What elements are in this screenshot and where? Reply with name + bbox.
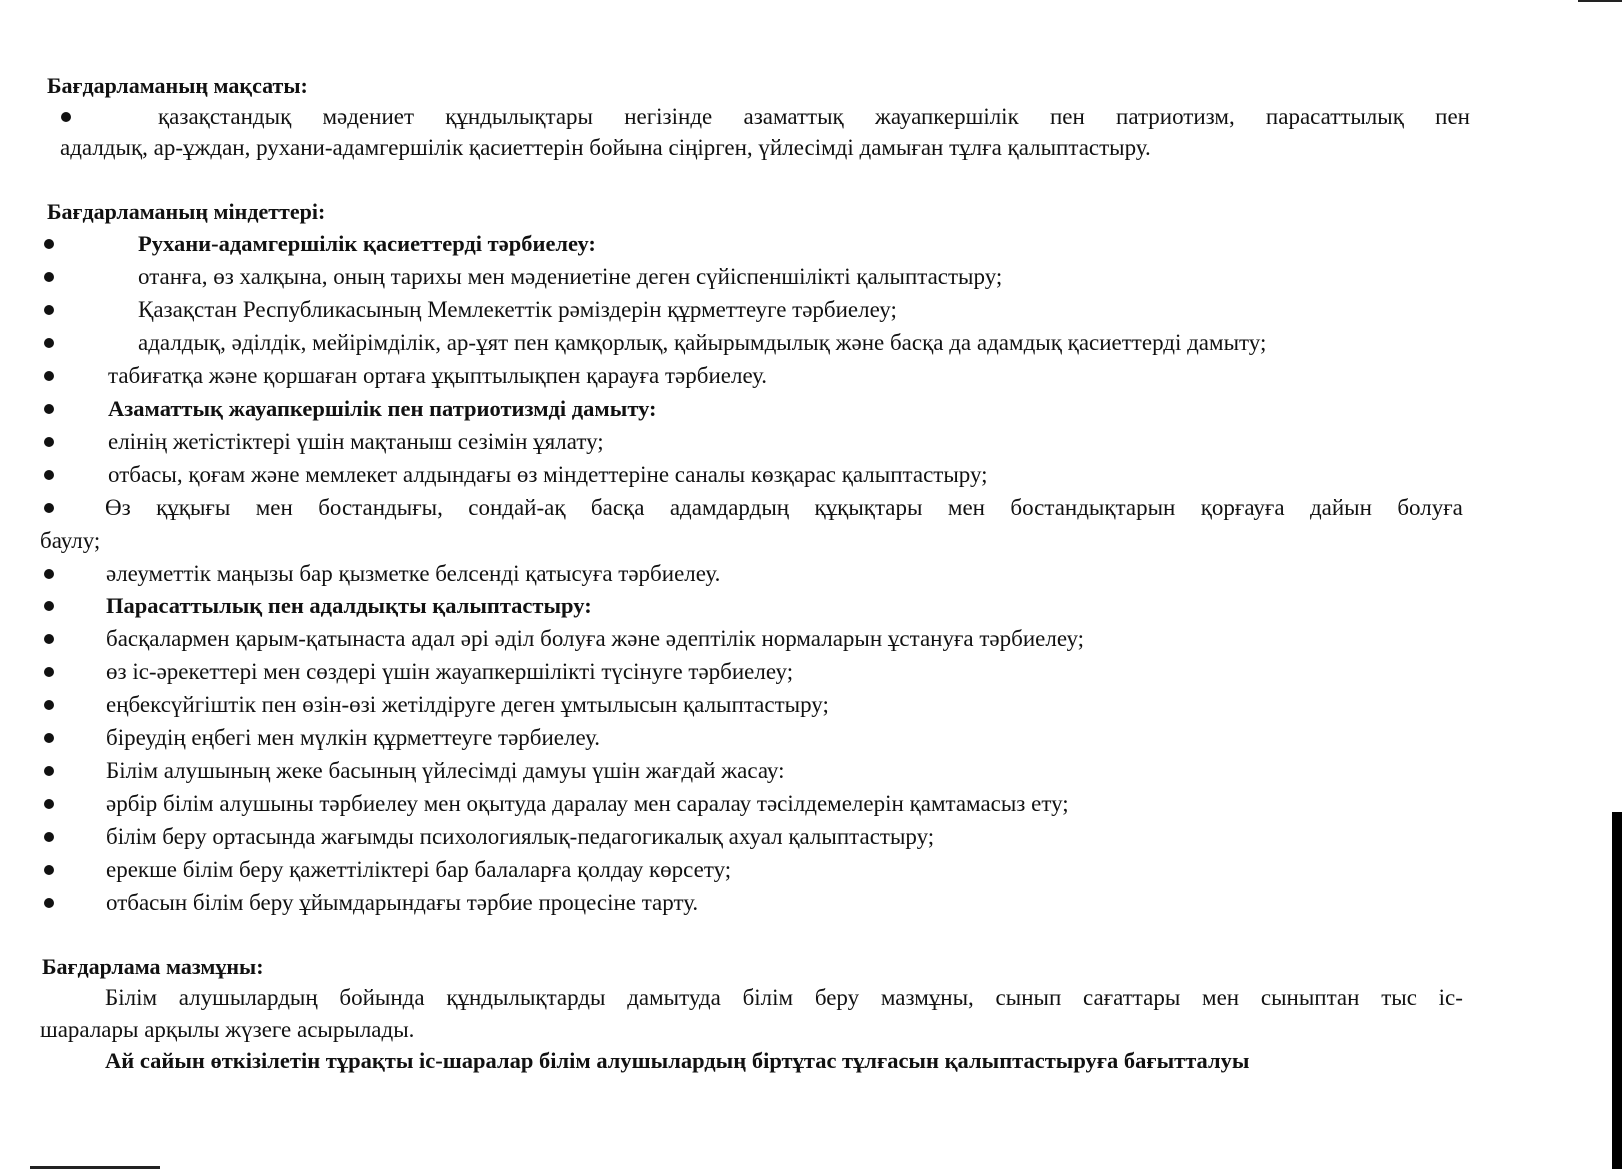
task-list-item: басқалармен қарым-қатынаста адал әрі әділ болуға және әдептілік нормаларын ұстануға тәрбиелеу;	[106, 626, 1085, 652]
task-list-item: Білім алушының жеке басының үйлесімді дамуы үшін жағдай жасау:	[106, 758, 785, 784]
word: мәдениет	[322, 104, 415, 129]
word: алушылардың	[178, 985, 318, 1010]
task-list-item-wrapped-line-1	[105, 494, 1463, 522]
tasks-heading: Бағдарламаның міндеттері:	[47, 199, 326, 224]
bullet-icon	[44, 404, 54, 414]
bullet-icon	[44, 799, 54, 809]
content-paragraph-line-2: шаралары арқылы жүзеге асырылады.	[40, 1017, 415, 1042]
word: құқығы	[156, 494, 231, 520]
scan-edge-mark-right	[1612, 812, 1622, 1169]
task-group-heading: Азаматтық жауапкершілік пен патриотизмді дамыту:	[108, 395, 657, 421]
task-list-item: елінің жетістіктері үшін мақтаныш сезімін ұялату;	[108, 428, 604, 454]
word: Білім	[105, 985, 158, 1010]
word: пен	[1435, 104, 1470, 129]
bullet-icon	[44, 766, 54, 776]
bullet-icon	[44, 305, 54, 315]
task-list-item: өз іс-әрекеттері мен сөздері үшін жауапкершілікті түсінуге тәрбиелеу;	[106, 659, 794, 685]
bullet-icon	[44, 338, 54, 348]
task-list-item: отбасын білім беру ұйымдарындағы тәрбие процесіне тарту.	[106, 890, 699, 915]
word: болуға	[1397, 494, 1463, 520]
bullet-icon	[44, 470, 54, 480]
task-list-item: Қазақстан Республикасының Мемлекеттік рәміздерін құрметтеуге тәрбиелеу;	[138, 296, 897, 322]
word: бойында	[339, 985, 425, 1010]
word: сынып	[995, 985, 1062, 1010]
word: мен	[947, 494, 985, 520]
word: парасаттылық	[1265, 104, 1404, 129]
task-group-heading: Рухани-адамгершілік қасиеттерді тәрбиелеу:	[138, 231, 596, 256]
task-list-item: біреудің еңбегі мен мүлкін құрметтеуге тәрбиелеу.	[106, 725, 601, 751]
word: құндылықтары	[445, 104, 593, 129]
scan-edge-mark-top	[1578, 0, 1622, 2]
bullet-icon	[44, 437, 54, 447]
task-list-item: отбасы, қоғам және мемлекет алдындағы өз міндеттеріне саналы көзқарас қалыптастыру;	[108, 461, 988, 487]
word: пен	[1049, 104, 1085, 129]
task-list-item-wrapped-line-2: баулу;	[40, 527, 101, 553]
task-list-item: адалдық, әділдік, мейірімділік, ар-ұят пен қамқорлық, қайырымдылық және басқа да адамдық қасиеттерді дамыту;	[138, 329, 1267, 355]
bullet-icon	[44, 272, 54, 282]
task-list-item: еңбексүйгіштік пен өзін-өзі жетілдіруге деген ұмтылысын қалыптастыру;	[106, 692, 829, 718]
word: адамдардың	[669, 494, 790, 520]
word: білім	[742, 985, 794, 1010]
task-list-item: отанға, өз халқына, оның тарихы мен мәдениетіне деген сүйіспеншілікті қалыптастыру;	[138, 263, 1003, 289]
bullet-icon	[61, 112, 71, 122]
goal-text-line-1	[158, 103, 1470, 131]
word: сыныптан	[1260, 985, 1360, 1010]
bullet-icon	[44, 569, 54, 579]
task-group-heading: Парасаттылық пен адалдықты қалыптастыру:	[106, 593, 592, 619]
word: беру	[814, 985, 860, 1010]
word: құқықтары	[814, 494, 923, 520]
word: патриотизм,	[1116, 104, 1235, 129]
word: басқа	[590, 494, 645, 520]
word: жауапкершілік	[874, 104, 1019, 129]
task-list-item: білім беру ортасында жағымды психологиялық-педагогикалық ахуал қалыптастыру;	[106, 824, 935, 850]
bullet-icon	[44, 601, 54, 611]
bullet-icon	[44, 371, 54, 381]
bullet-icon	[44, 634, 54, 644]
task-list-item: табиғатқа және қоршаған ортаға ұқыптылықпен қарауға тәрбиелеу.	[108, 362, 768, 388]
word: сағаттары	[1083, 985, 1181, 1010]
word: мазмұны,	[880, 985, 974, 1010]
word: сондай-ақ	[468, 494, 566, 520]
word: тыс	[1381, 985, 1417, 1010]
bullet-icon	[44, 865, 54, 875]
task-list-item: ерекше білім беру қажеттіліктері бар балаларға қолдау көрсету;	[106, 857, 732, 883]
word: мен	[255, 494, 293, 520]
word: қазақстандық	[158, 104, 292, 129]
word: бостандықтарын	[1010, 494, 1176, 520]
bullet-icon	[44, 898, 54, 908]
word: іс-	[1438, 985, 1463, 1010]
word: бостандығы,	[318, 494, 443, 520]
bullet-icon	[44, 239, 54, 249]
bullet-icon	[44, 832, 54, 842]
goal-heading: Бағдарламаның мақсаты:	[47, 73, 308, 98]
content-paragraph-line-1	[105, 984, 1463, 1012]
word: Өз	[105, 494, 131, 520]
content-heading: Бағдарлама мазмұны:	[42, 954, 264, 979]
word: қорғауға	[1200, 494, 1285, 520]
word: құндылықтарды	[446, 985, 606, 1010]
bullet-icon	[44, 667, 54, 677]
content-paragraph-bold: Ай сайын өткізілетін тұрақты іс-шаралар білім алушылардың біртұтас тұлғасын қалыптастыруға бағытталуы	[105, 1048, 1250, 1073]
task-list-item: әлеуметтік маңызы бар қызметке белсенді қатысуға тәрбиелеу.	[106, 560, 721, 586]
word: мен	[1202, 985, 1240, 1010]
word: негізінде	[624, 104, 713, 129]
bullet-icon	[44, 700, 54, 710]
word: дайын	[1309, 494, 1372, 520]
bullet-icon	[44, 733, 54, 743]
task-list-item: әрбір білім алушыны тәрбиелеу мен оқытуда даралау мен саралау тәсілдемелерін қамтамасыз ету;	[106, 791, 1069, 817]
goal-text-line-2: адалдық, ар-ұждан, рухани-адамгершілік қасиеттерін бойына сіңірген, үйлесімді дамыған тұлға қалыптастыру.	[60, 135, 1151, 160]
bullet-icon	[44, 503, 54, 513]
word: дамытуда	[627, 985, 721, 1010]
word: азаматтық	[743, 104, 844, 129]
